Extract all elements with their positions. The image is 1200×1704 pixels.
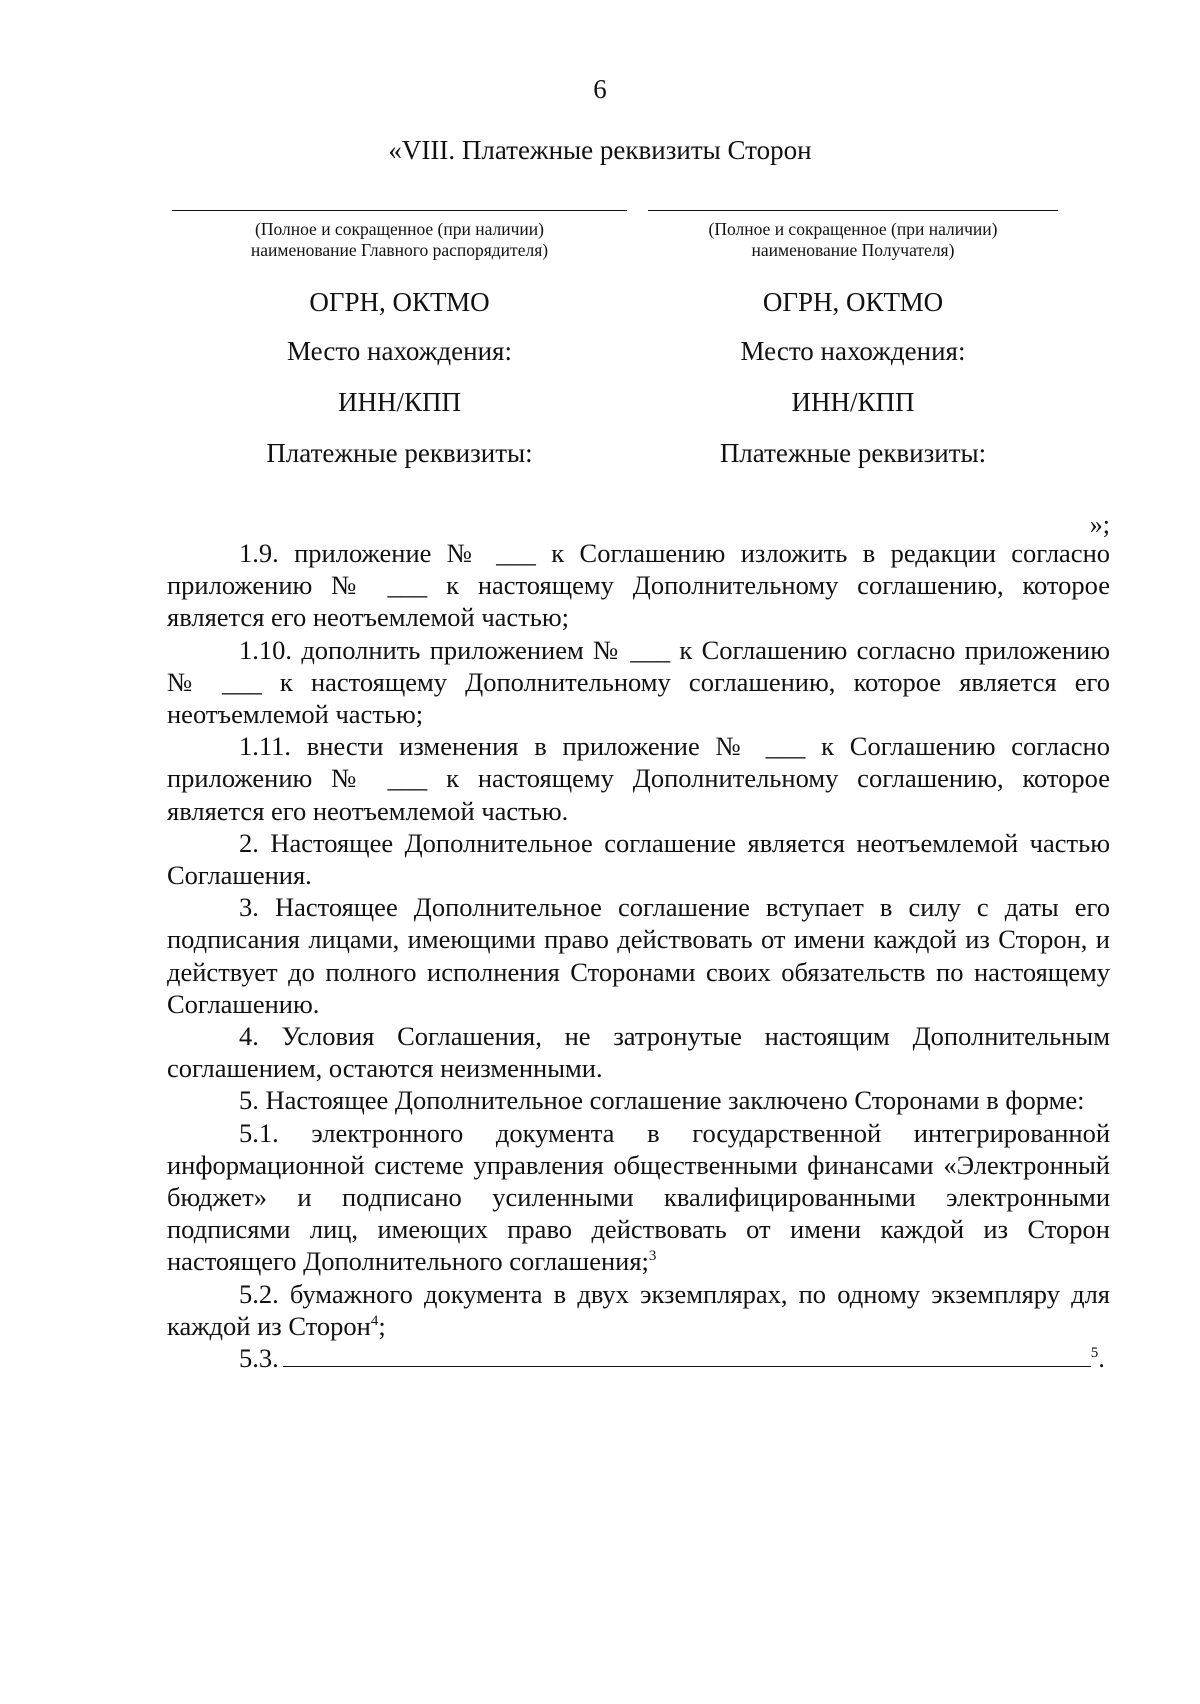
- left-party-block: [172, 210, 627, 469]
- footnote-ref-4: 4: [370, 1313, 379, 1330]
- item-5: 5. Настоящее Дополнительное соглашение заключено Сторонами в форме:: [239, 1085, 1085, 1116]
- left-caption-line2: наименование Главного распорядителя): [250, 240, 549, 260]
- item-5-3-label: 5.3.: [239, 1343, 279, 1374]
- item-5-1: [167, 1117, 1110, 1278]
- closing-quote: »;: [1089, 510, 1110, 539]
- item-5-1-text: 5.1. электронного документа в государственной интегрированной информационной системе управления общественными финансами «Электронный бюджет» и подписано усиленными квалифицированными электронными подписями лиц, имеющих право действовать от имени каждой из Сторон настоящего Дополнительного соглашения;: [167, 1117, 1110, 1277]
- item-4: 4. Условия Соглашения, не затронутые настоящим Дополнительным соглашением, остаются неизменными.: [167, 1021, 1110, 1084]
- right-caption: [648, 219, 1058, 261]
- right-party-block: [648, 210, 1058, 469]
- item-5-3-end: .: [1098, 1343, 1105, 1374]
- right-ogrn: ОГРН, ОКТМО: [762, 287, 944, 317]
- right-inn: ИНН/КПП: [791, 387, 915, 417]
- left-ogrn: ОГРН, ОКТМО: [309, 287, 490, 317]
- left-inn: ИНН/КПП: [337, 387, 461, 417]
- body-text: [167, 537, 1110, 1374]
- right-location: Место нахождения:: [740, 336, 966, 366]
- footnote-ref-5: 5: [1090, 1345, 1099, 1362]
- right-caption-line1: (Полное и сокращенное (при наличии): [708, 219, 998, 239]
- item-5-3: [167, 1342, 1110, 1374]
- right-name-line: [648, 210, 1058, 211]
- footnote-ref-3: 3: [648, 1248, 657, 1265]
- right-payment: Платежные реквизиты:: [719, 438, 987, 468]
- right-caption-line2: наименование Получателя): [751, 240, 955, 260]
- left-name-line: [172, 210, 627, 211]
- item-1-11: 1.11. внести изменения в приложение № ___ к Соглашению согласно приложению № ___ к настоящему Дополнительному соглашению, которое является его неотъемлемой частью.: [167, 731, 1110, 826]
- item-5-2: [167, 1278, 1110, 1342]
- left-caption-line1: (Полное и сокращенное (при наличии): [255, 219, 544, 239]
- left-caption: [172, 219, 627, 261]
- item-1-9: 1.9. приложение № ___ к Соглашению изложить в редакции согласно приложению № ___ к настоящему Дополнительному соглашению, которое является его неотъемлемой частью;: [167, 538, 1110, 633]
- item-5-2-text: 5.2. бумажного документа в двух экземплярах, по одному экземпляру для каждой из Сторон: [167, 1278, 1110, 1341]
- section-title: «VIII. Платежные реквизиты Сторон: [388, 135, 812, 165]
- item-5-3-fill-line: [283, 1344, 1091, 1367]
- left-payment: Платежные реквизиты:: [266, 438, 533, 468]
- item-1-10: 1.10. дополнить приложением № ___ к Соглашению согласно приложению № ___ к настоящему Дополнительному соглашению, которое является его неотъемлемой частью;: [167, 634, 1110, 730]
- left-location: Место нахождения:: [287, 336, 512, 366]
- item-5-2-end: ;: [378, 1310, 386, 1341]
- item-2: 2. Настоящее Дополнительное соглашение является неотъемлемой частью Соглашения.: [167, 827, 1110, 891]
- page-number: 6: [593, 74, 607, 104]
- item-3: 3. Настоящее Дополнительное соглашение вступает в силу с даты его подписания лицами, имеющими право действовать от имени каждой из Сторон, и действует до полного исполнения Сторонами своих обязательств по настоящему Соглашению.: [167, 892, 1110, 1019]
